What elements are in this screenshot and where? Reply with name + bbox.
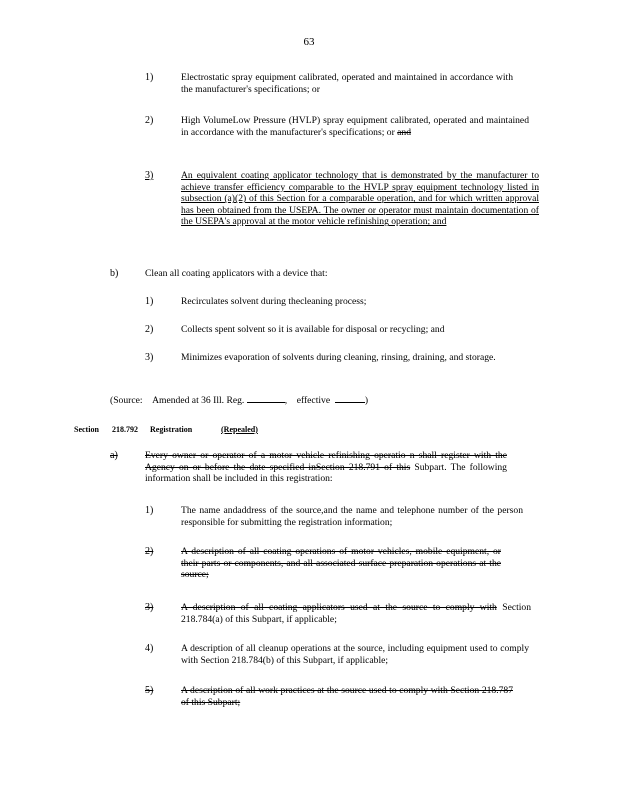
list-item-text: Minimizes evaporation of solvents during cleaning, rinsing, draining, and storage.: [181, 352, 496, 363]
list-item-text-kept: High VolumeLow Pressure (HVLP) spray equipment calibrated, operated and maintained in accordance with the manufacturer's specifications; or: [181, 115, 529, 138]
item-text: [145, 450, 507, 485]
list-item-text-kept: Section 218.784(a) of this Subpart, if applicable;: [181, 602, 532, 625]
section-title: Registration: [150, 425, 193, 434]
page-number: 63: [303, 36, 315, 48]
list-number-struck: 2): [145, 546, 154, 557]
list-item-text: [181, 115, 529, 138]
list-number: 1): [145, 72, 154, 83]
struck-text: A description of all work practices at the source used to comply with Section 218.787 of this Subpart;: [181, 685, 513, 708]
struck-text: A description of all coating operations of motor vehicles, mobile equipment, or their parts or components, and all associated surface preparation operations at the source;: [181, 546, 501, 581]
list-item-text: Recirculates solvent during thecleaning process;: [181, 296, 367, 307]
source-amended: Amended at 36 Ill. Reg.: [152, 395, 245, 406]
list-number: 1): [145, 296, 154, 307]
list-number-struck: 3): [145, 602, 154, 613]
section-status: (Repealed): [221, 425, 258, 434]
list-item-text: A description of all cleanup operations at the source, including equipment used to comply with Section 218.784(b) of this Subpart, if applicable;: [181, 643, 529, 666]
list-number: 2): [145, 115, 154, 126]
inserted-text: An equivalent coating applicator technology that is demonstrated by the manufacturer to achieve transfer efficiency comparable to the HVLP spray equipment technology listed in subsection (a)(2) of this Section for a comparable operation, and for which written approval has been obtained from the USEPA. The owner or operator must maintain documentation of the USEPA's approval at the motor vehicle refinishing operation; and: [181, 170, 539, 228]
list-item-text: Electrostatic spray equipment calibrated, operated and maintained in accordance with the manufacturer's specifications; or: [181, 72, 513, 95]
item-label: b): [110, 268, 119, 279]
blank-line: [335, 393, 365, 403]
struck-text: and: [397, 126, 412, 138]
list-number: 3): [145, 352, 154, 363]
item-label-struck: a): [110, 450, 118, 461]
source-comma: ,: [284, 395, 288, 406]
source-note: [110, 393, 430, 407]
list-number: 1): [145, 505, 154, 516]
list-item-text: [181, 602, 531, 625]
struck-text: A description of all coating applicators used at the source to comply with: [181, 602, 497, 613]
list-number-inserted: 3): [145, 170, 154, 181]
list-item-text: The name andaddress of the source,and the name and telephone number of the person responsible for submitting the registration information;: [181, 505, 523, 528]
item-text: Clean all coating applicators with a device that:: [145, 268, 328, 279]
blank-line: [247, 393, 285, 403]
item-text-kept: Subpart. The following information shall be included in this registration:: [145, 461, 507, 485]
list-item-text: Collects spent solvent so it is available for disposal or recycling; and: [181, 324, 445, 335]
source-effective: effective: [296, 395, 331, 406]
section-number: 218.792: [112, 425, 138, 434]
struck-text: Every owner or operator of a motor vehicle refinishing operatio n shall register with the Agency on or before the date specified inSection 218.791 of this: [145, 450, 507, 473]
source-close: ): [364, 395, 369, 406]
list-number: 4): [145, 643, 154, 654]
list-number-struck: 5): [145, 685, 154, 696]
section-label: Section: [74, 425, 99, 434]
source-prefix: (Source:: [110, 395, 143, 406]
list-number: 2): [145, 324, 154, 335]
